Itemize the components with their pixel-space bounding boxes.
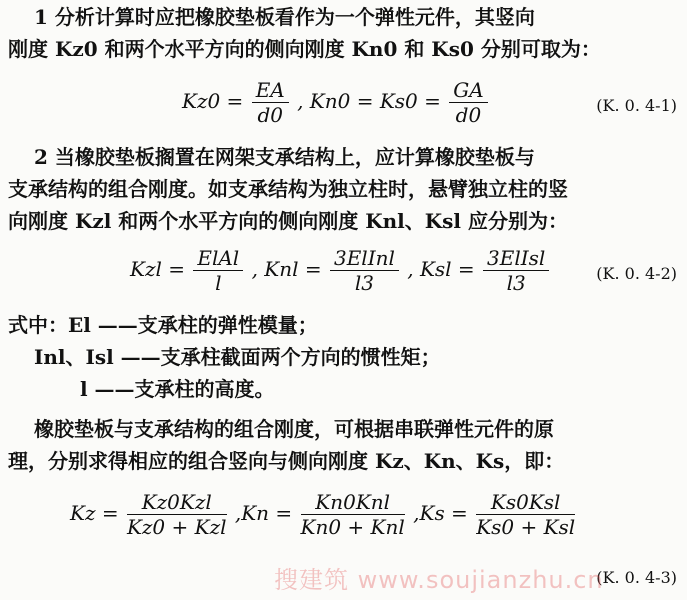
eq1-den-1: d0 <box>257 103 283 127</box>
eq1-num-1: EA <box>252 78 289 103</box>
eq2-tag: (K. 0. 4-2) <box>596 264 677 283</box>
eq1-den-2: d0 <box>455 103 482 127</box>
eq2-den-1: l <box>215 271 222 295</box>
eq2-num-3: 3ElIsl <box>483 246 549 271</box>
eq1-frac-1 <box>252 78 289 127</box>
eq3-mid-1: ,Kn = <box>234 501 293 525</box>
eq3-den-3: Ks0 + Ksl <box>476 515 576 539</box>
paragraph-2-line-3: 向刚度 Kzl 和两个水平方向的侧向刚度 Knl、Ksl 应分别为： <box>8 209 568 233</box>
eq3-num-2: Kn0Knl <box>301 490 405 515</box>
eq2-mid-1: , Knl = <box>251 257 322 281</box>
paragraph-3-line-2: 理，分别求得相应的组合竖向与侧向刚度 Kz、Kn、Ks，即： <box>8 449 565 473</box>
paragraph-2-line-1: 2 当橡胶垫板搁置在网架支承结构上，应计算橡胶垫板与 <box>34 145 535 169</box>
legend-line-1: 式中：El ——支承柱的弹性模量； <box>8 313 318 337</box>
eq3-num-1: Kz0Kzl <box>127 490 227 515</box>
eq3-mid-2: ,Ks = <box>413 501 468 525</box>
paragraph-1-line-1: 1 分析计算时应把橡胶垫板看作为一个弹性元件，其竖向 <box>34 5 535 29</box>
eq1-lhs: Kz0 = <box>182 89 244 113</box>
eq3-lhs: Kz = <box>70 501 119 525</box>
eq2-num-1: ElAl <box>193 246 243 271</box>
eq3-tag: (K. 0. 4-3) <box>596 568 677 587</box>
eq2-frac-2 <box>330 246 399 295</box>
paragraph-1-line-2: 刚度 Kz0 和两个水平方向的侧向刚度 Kn0 和 Ks0 分别可取为： <box>8 37 601 61</box>
equation-k-0-4-2 <box>0 246 687 304</box>
eq2-den-3: l3 <box>506 271 526 295</box>
eq1-mid: , Kn0 = Ks0 = <box>297 89 441 113</box>
eq2-num-2: 3ElInl <box>330 246 399 271</box>
eq2-frac-1 <box>193 246 243 295</box>
legend-line-3: l ——支承柱的高度。 <box>80 377 275 401</box>
eq1-frac-2 <box>449 78 487 127</box>
eq2-mid-2: , Ksl = <box>407 257 475 281</box>
eq3-frac-2 <box>301 490 405 539</box>
eq3-den-2: Kn0 + Knl <box>300 515 405 539</box>
eq3-frac-1 <box>127 490 227 539</box>
eq1-num-2: GA <box>449 78 487 103</box>
eq2-den-2: l3 <box>354 271 374 295</box>
watermark: 搜建筑 www.soujianzhu.cn <box>274 566 604 594</box>
eq2-frac-3 <box>483 246 549 295</box>
paragraph-2-line-2: 支承结构的组合刚度。如支承结构为独立柱时，悬臂独立柱的竖 <box>8 177 568 201</box>
eq1-tag: (K. 0. 4-1) <box>596 96 677 115</box>
eq3-num-3: Ks0Ksl <box>476 490 575 515</box>
legend-line-2: Inl、Isl ——支承柱截面两个方向的惯性矩； <box>34 345 441 369</box>
eq2-lhs: Kzl = <box>130 257 185 281</box>
eq3-den-1: Kz0 + Kzl <box>126 515 227 539</box>
eq3-frac-3 <box>476 490 575 539</box>
paragraph-3-line-1: 橡胶垫板与支承结构的组合刚度，可根据串联弹性元件的原 <box>34 417 554 441</box>
equation-k-0-4-1 <box>0 78 687 136</box>
